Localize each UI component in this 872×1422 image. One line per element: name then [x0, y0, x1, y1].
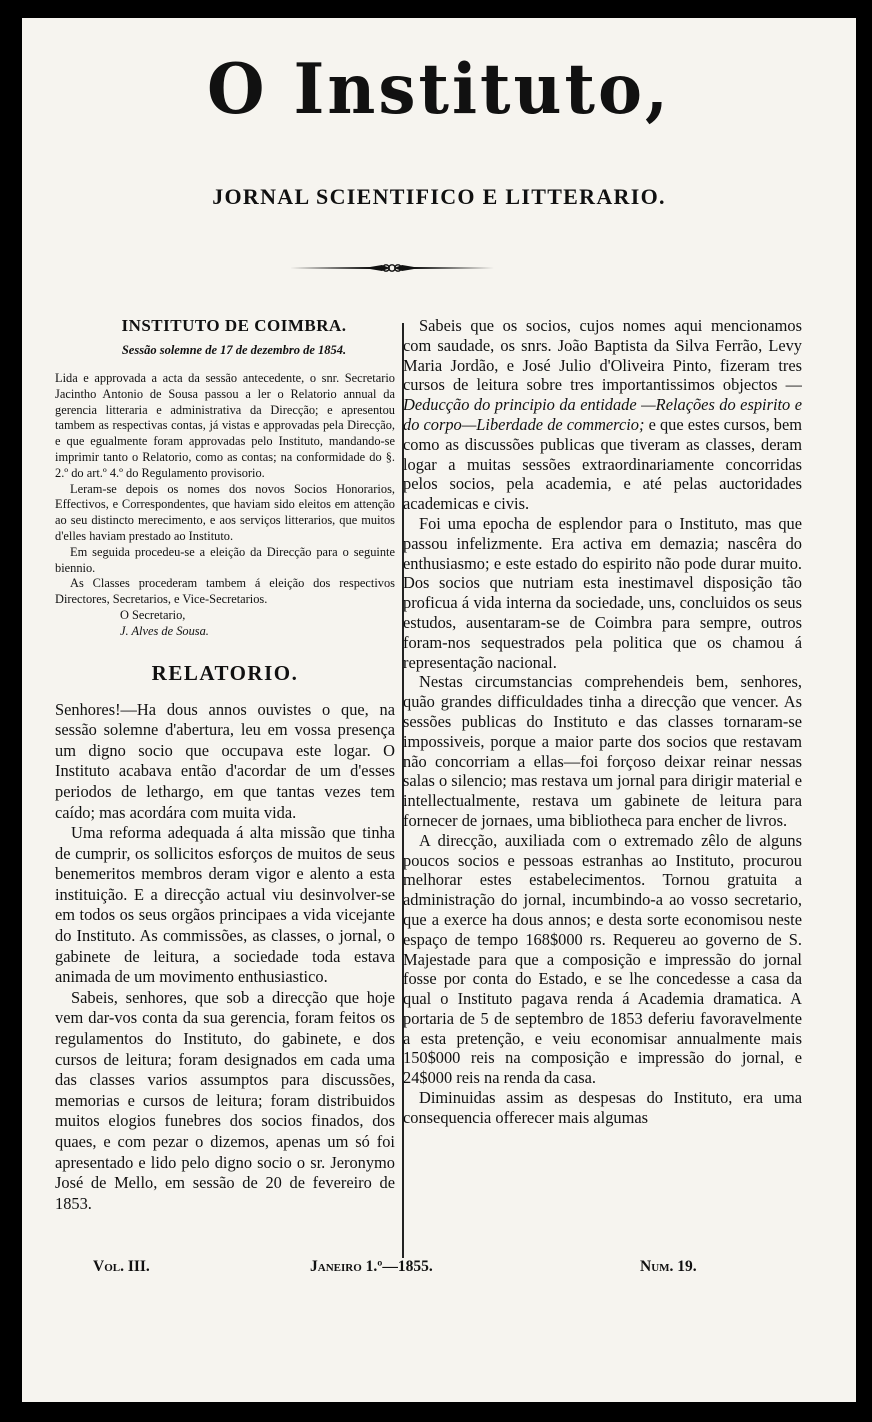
footer-volume: Vol. III.: [93, 1258, 150, 1275]
report-paragraph: Foi uma epocha de esplendor para o Instituto, mas que passou infelizmente. Era activa em demazia; nascêra do enthusiasmo; e este estado do espirito não pode durar muito. Dos socios que nutriam esta inestimavel disposição tão proficua á vida interna da sociedade, uns, concluidos os seus estudos, ausentaram-se de Coimbra para sempre, outros foram-nos sequestrados pela politica que os chamou á representação nacional.: [403, 513, 802, 672]
report-body: [55, 700, 395, 1215]
right-column: [403, 316, 802, 1128]
report-paragraph: [403, 316, 802, 514]
newspaper-page: [22, 18, 856, 1402]
p1-intro: Sabeis que os socios, cujos nomes aqui mencionamos com saudade, os snrs. João Baptista da Silva Ferrão, Levy Maria Jordão, e José Julio d'Oliveira Pinto, fizeram tres cursos de leitura sobre tres importantissimos objectos —: [403, 316, 802, 395]
report-continuation: [403, 316, 802, 1128]
ornament-rule: [290, 262, 494, 274]
signature-name: J. Alves de Sousa.: [120, 623, 209, 638]
left-column: [55, 316, 395, 1214]
footer-date: Janeiro 1.º—1855.: [310, 1258, 433, 1275]
footer-number: Num. 19.: [640, 1258, 697, 1275]
masthead-title: O Instituto,: [206, 48, 671, 130]
minutes-paragraph: Lida e approvada a acta da sessão antecedente, o snr. Secretario Jacintho Antonio de Sousa passou a ler o Relatorio annual da gerencia litteraria e administrativa da Direcção; e apresentou tambem as respectivas contas, já vistas e approvadas pela Direcção, e que egualmente foram approvadas pelo Instituto, mandando-se imprimir tanto o Relatorio, como as contas; na conformidade do §. 2.º do art.º 4.º do Regulamento provisorio.: [55, 371, 395, 480]
minutes-paragraph: Leram-se depois os nomes dos novos Socios Honorarios, Effectivos, e Correspondentes, que haviam sido eleitos em attenção ao seu distincto merecimento, e aos serviços litterarios, que muitos d'elles haviam prestado ao Instituto.: [55, 481, 395, 543]
masthead-subtitle: JORNAL SCIENTIFICO E LITTERARIO.: [212, 184, 666, 209]
report-paragraph: Senhores!—Ha dous annos ouvistes o que, na sessão solemne d'abertura, leu em vossa presença um digno socio que occupava este logar. O Instituto acabava então d'acordar de um d'esses periodos de lethargo, em que tantas vezes tem caído; mas acordára com muita vida.: [55, 699, 395, 822]
report-paragraph: Diminuidas assim as despesas do Instituto, era uma consequencia offerecer mais algumas: [403, 1088, 802, 1127]
section-heading: INSTITUTO DE COIMBRA.: [121, 316, 347, 335]
session-line: Sessão solemne de 17 de dezembro de 1854.: [121, 343, 347, 357]
report-paragraph: Sabeis, senhores, que sob a direcção que hoje vem dar-vos conta da sua gerencia, foram feitos os regulamentos do Instituto, do gabinete, e dos cursos de leitura; foram designados em cada uma das classes varios assumptos para discussões, memorias e cursos de leitura; foram distribuidos muitos elogios funebres dos socios finados, dos quaes, e com pezar o dizemos, apenas um só foi apresentado e lido pelo digno socio o sr. Jeronymo José de Mello, em sessão de 20 de fevereiro de 1853.: [55, 987, 395, 1213]
minutes-paragraph: As Classes procederam tambem á eleição dos respectivos Directores, Secretarios, e Vice-Secretarios.: [55, 576, 395, 607]
p1-rest: e que estes cursos, bem como as discussões publicas que tiveram as classes, deram logar a muitas sessões extraordinariamente concorridas pelos socios, pela academia, e até pelas auctoridades academicas e civis.: [403, 414, 802, 514]
signature-title: O Secretario,: [120, 607, 186, 622]
minutes-paragraph: Em seguida procedeu-se a eleição da Direcção para o seguinte biennio.: [55, 544, 395, 575]
report-paragraph: Uma reforma adequada á alta missão que tinha de cumprir, os sollicitos esforços de muitos de seus benemeritos membros deram vigor e alento a esta instituição. E a direcção actual viu desinvolver-se em todos os seus orgãos principaes a vida vicejante do Instituto. As commissões, as classes, o jornal, o gabinete de leitura, a sociedade toda estava animada de um movimento enthusiastico.: [55, 823, 395, 987]
report-heading: RELATORIO.: [151, 660, 299, 685]
p1-course-titles: Deducção do principio da entidade —Relações do espirito e do corpo—Liberdade de commercio;: [403, 395, 802, 434]
report-paragraph: Nestas circumstancias comprehendeis bem, senhores, quão grandes difficuldades tinha a direcção que vencer. As sessões publicas do Instituto e das classes tornaram-se impossiveis, porque a maior parte dos socios que restavam não concorriam a ellas—foi forçoso deixar reinar nessas salas o silencio; mas restava um jornal para dirigir material e intellectualmente, restava um gabinete de leitura para fornecer de jornaes, uma bibliotheca para encher de livros.: [403, 672, 802, 830]
session-minutes: [55, 371, 395, 640]
report-paragraph: A direcção, auxiliada com o extremado zêlo de alguns poucos socios e pessoas estranhas ao Instituto, procurou melhorar estes estabelecimentos. Tornou gratuita a administração do jornal, incumbindo-a ao vosso secretario, que a exerce ha dous annos; e desta sorte economisou neste espaço de tempo 168$000 rs. Requereu ao governo de S. Majestade para que a composição e impressão do jornal fosse por conta do Estado, e se lhe concedesse a casa da qual o Instituto pagava renda á Academia dramatica. A portaria de 5 de septembro de 1853 deferiu favoravelmente a esta pretenção, e veiu economisar annualmente mais 150$000 reis na composição e impressão do jornal, e 24$000 reis na renda da casa.: [403, 830, 802, 1088]
